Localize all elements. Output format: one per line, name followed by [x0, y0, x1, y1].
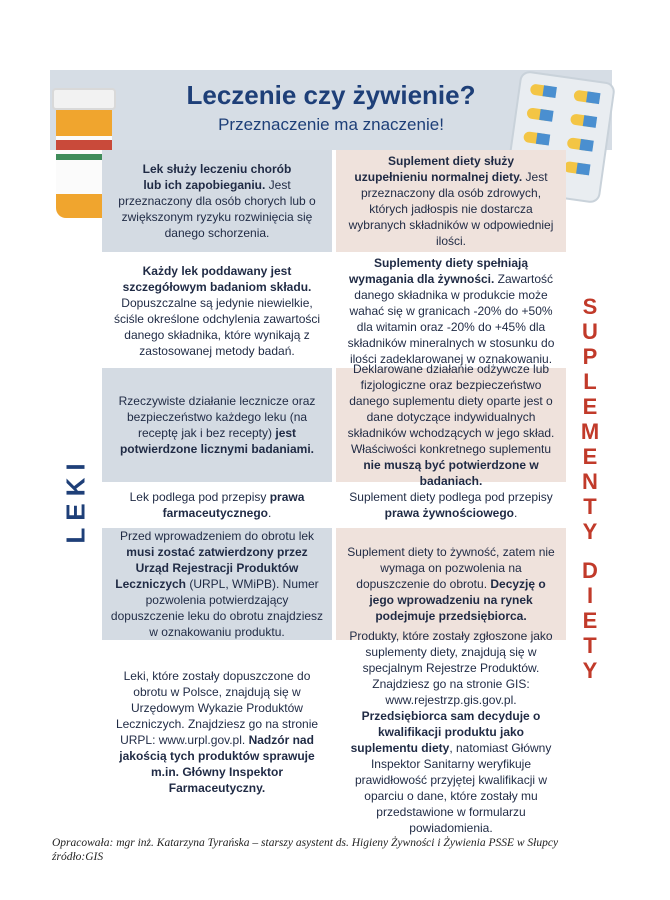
leki-side-label: LEKI	[60, 456, 91, 544]
leki-cell: Lek podlega pod przepisy prawa farmaceutycznego.	[129, 490, 305, 520]
page-subtitle: Przeznaczenie ma znaczenie!	[218, 115, 444, 134]
table-row	[50, 256, 612, 368]
leki-cell: Każdy lek poddawany jest szczegółowym badaniom składu. Dopuszczalne są jedynie niewielkie, ściśle określone odchylenia zawartości danego składnika, które wynikają z zastosowanej metody badań.	[113, 264, 321, 358]
leki-cell: Lek służy leczeniu chorób lub ich zapobieganiu. Jest przeznaczony dla osób chorych lub o zwiększonym ryzyku rozwinięcia się danego schorzenia.	[102, 150, 332, 252]
suplementy-cell: Produkty, które zostały zgłoszone jako suplementy diety, znajdują się w specjalnym Rejestrze Produktów. Znajdziesz go na stronie GIS: www.rejestrzp.gis.gov.pl. Przedsiębiorca sam decyduje o kwalifikacji produktu jako suplementu diety, natomiast Główny Inspektor Sanitarny weryfikuje prawidłowość przyjętej kwalifikacji w oparciu o dane, które zostały mu przedstawione w formularzu powiadomienia.	[349, 629, 553, 835]
infographic-poster	[50, 70, 612, 835]
leki-cell: Przed wprowadzeniem do obrotu lek musi zostać zatwierdzony przez Urząd Rejestracji Produktów Leczniczych (URPL, WMiPB). Numer pozwolenia potwierdzający dopuszczenie leku do obrotu znajdziesz w oznakowaniu produktu.	[102, 528, 332, 640]
table-row	[50, 362, 612, 488]
leki-cell: Rzeczywiste działanie lecznicze oraz bezpieczeństwo każdego leku (na receptę jak i bez recepty) jest potwierdzone licznymi badaniami.	[102, 368, 332, 482]
suplementy-side-label: S U P L E M E N T Y D I E T Y	[580, 294, 600, 683]
suplementy-cell: Suplementy diety spełniają wymagania dla żywności. Zawartość danego składnika w produkcie może wahać się w granicach -20% do +50% dla witamin oraz -20% do +45% dla składników mineralnych w stosunku do ilości zadeklarowanej w oznakowaniu.	[347, 256, 555, 366]
footer-source: źródło:GIS	[52, 851, 104, 863]
page-title: Leczenie czy żywienie?	[186, 80, 476, 110]
table-row	[50, 484, 612, 528]
table-row	[50, 528, 612, 642]
footer-author: Opracowała: mgr inż. Katarzyna Tyrańska – starszy asystent ds. Higieny Żywności i Żywienia PSSE w Słupcy	[52, 837, 559, 849]
suplementy-cell: Suplement diety podlega pod przepisy prawa żywnościowego.	[349, 490, 553, 520]
table-row	[50, 150, 612, 256]
footer-credit	[52, 836, 652, 864]
suplementy-cell: Suplement diety to żywność, zatem nie wymaga on pozwolenia na dopuszczenie do obrotu. Decyzję o jego wprowadzeniu na rynek podejmuje przedsiębiorca.	[336, 528, 566, 640]
table-row	[50, 629, 612, 835]
suplementy-cell: Suplement diety służy uzupełnieniu normalnej diety. Jest przeznaczony dla osób zdrowych, których jadłospis nie dostarcza wybranych składników w odpowiedniej ilości.	[336, 150, 566, 252]
suplementy-cell: Deklarowane działanie odżywcze lub fizjologiczne oraz bezpieczeństwo danego suplementu diety oparte jest o dane dotyczące indywidualnych składników wchodzących w jego skład. Właściwości konkretnego suplementu nie muszą być potwierdzone w badaniach.	[336, 368, 566, 482]
leki-cell: Leki, które zostały dopuszczone do obrotu w Polsce, znajdują się w Urzędowym Wykazie Produktów Leczniczych. Znajdziesz go na stronie URPL: www.urpl.gov.pl. Nadzór nad jakością tych produktów sprawuje m.in. Główny Inspektor Farmaceutyczny.	[115, 669, 319, 795]
